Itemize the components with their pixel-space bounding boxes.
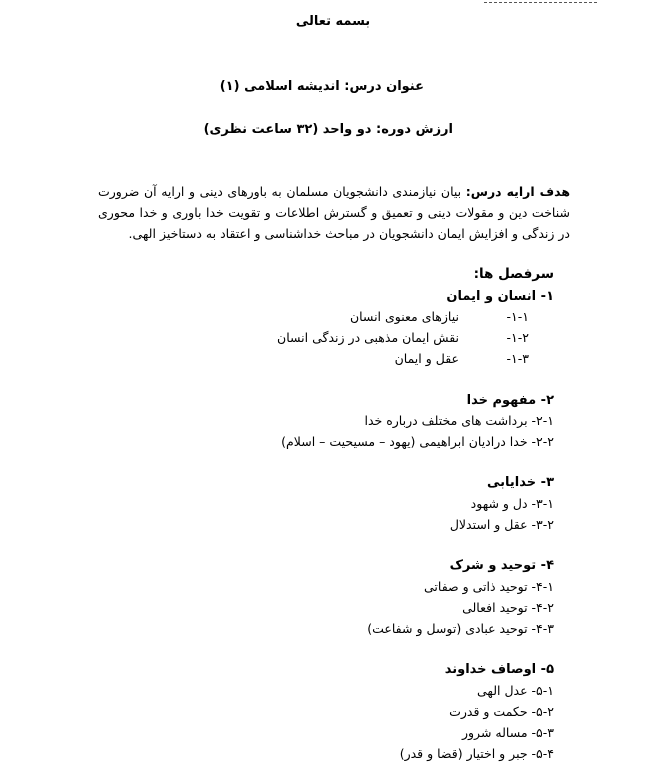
section-heading: ۵- اوصاف خداوند: [444, 662, 554, 677]
section-heading: ۲- مفهوم خدا: [466, 393, 554, 408]
course-title: عنوان درس: اندیشه اسلامی (۱): [219, 79, 424, 94]
outline-title: سرفصل ها:: [473, 266, 554, 282]
outline-item: ۴-۲- توحید افعالی: [462, 600, 554, 615]
item-text: نیازهای معنوی انسان: [349, 309, 459, 324]
item-number: ۱-۲-: [506, 330, 529, 345]
top-dashed-line: [484, 2, 597, 3]
outline-item: ۵-۱- عدل الهی: [477, 683, 554, 698]
course-goal-text: بیان نیازمندی دانشجویان مسلمان به باورهای دینی و ارایه آن ضرورت شناخت دین و مقولات دینی و تعمیق و گسترش اطلاعات و تقویت خدا باوری و خدا محوری در زندگی و افزایش ایمان دانشجویان در مباحث خداشناسی و اعتقاد به دستاخیز الهی.: [98, 184, 570, 241]
outline-item: ۲-۱- برداشت های مختلف درباره خدا: [364, 413, 554, 428]
section-heading: ۳- خدایابی: [487, 475, 554, 490]
section-heading: ۱- انسان و ایمان: [446, 289, 554, 304]
outline-item: ۵-۴- جبر و اختیار (قضا و قدر): [399, 746, 554, 761]
section-heading: ۴- توحید و شرک: [449, 558, 554, 573]
course-goal-paragraph: [98, 181, 570, 244]
outline-item: ۵-۲- حکمت و قدرت: [449, 704, 554, 719]
item-number: ۱-۱-: [506, 309, 529, 324]
outline-item: ۵-۳- مساله شرور: [461, 725, 554, 740]
outline-item: ۴-۱- توحید ذاتی و صفاتی: [424, 579, 554, 594]
item-text: عقل و ایمان: [394, 351, 459, 366]
outline-item: ۳-۱- دل و شهود: [470, 496, 554, 511]
item-number: ۱-۳-: [506, 351, 529, 366]
course-goal-label: هدف ارایه درس:: [465, 184, 570, 199]
outline-item: ۴-۳- توحید عبادی (توسل و شفاعت): [367, 621, 554, 636]
bismillah-heading: بسمه تعالی: [295, 14, 371, 29]
item-text: نقش ایمان مذهبی در زندگی انسان: [277, 330, 459, 345]
outline-item: ۲-۲- خدا درادیان ابراهیمی (یهود – مسیحیت – اسلام): [281, 434, 554, 449]
outline-item: ۳-۲- عقل و استدلال: [449, 517, 554, 532]
course-value: ارزش دوره: دو واحد (۳۲ ساعت نظری): [203, 122, 453, 137]
